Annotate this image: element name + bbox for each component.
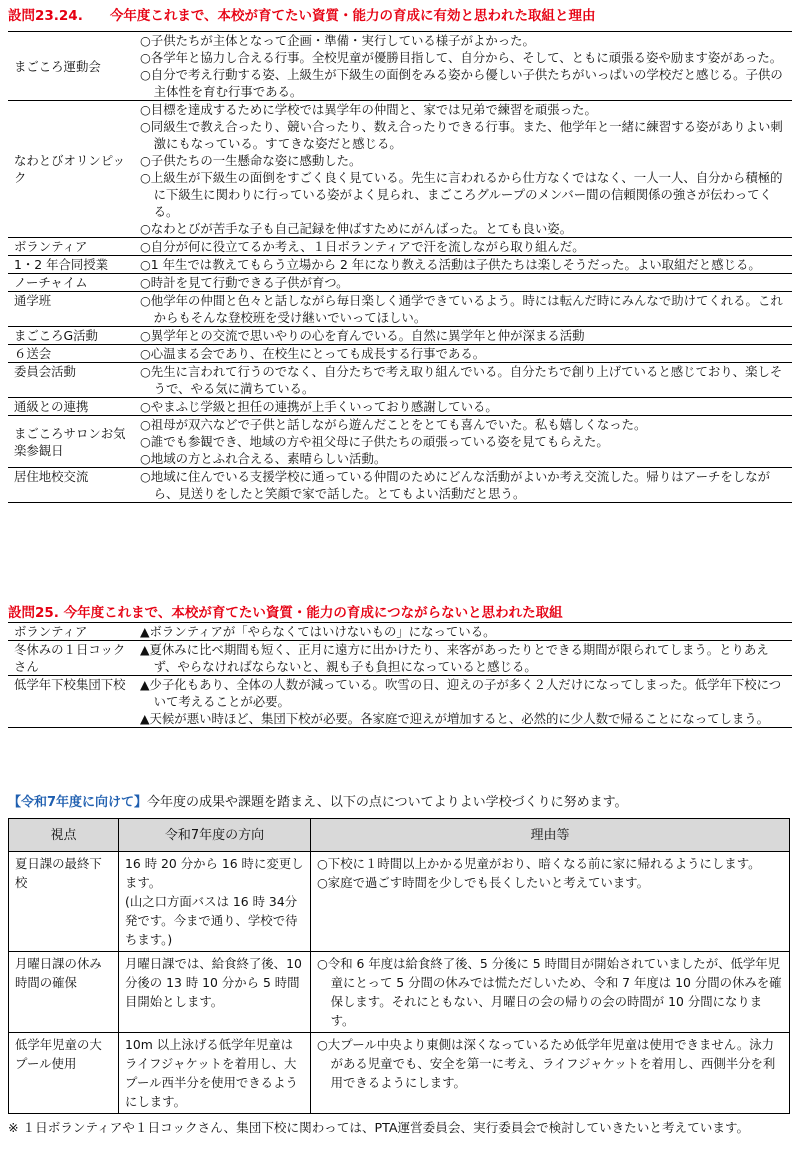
plan-direction: 10m 以上泳げる低学年児童はライフジャケットを着用し、大プール西半分を使用できるようにします。 <box>119 1033 311 1114</box>
initiative-comments <box>134 641 792 676</box>
comment-item: ○時計を見て行動できる子供が育つ。 <box>140 275 349 290</box>
table-row <box>8 101 792 238</box>
notice-highlight: 【令和7年度に向けて】 <box>8 795 148 810</box>
comment-item: ○先生に言われて行うのでなく、自分たちで考え取り組んでいる。自分たちで創り上げていると感じており、楽しそうで、やる気に満ちている。 <box>140 364 783 396</box>
plan-view: 夏日課の最終下校 <box>9 852 119 952</box>
comment-item: ○自分が何に役立てるか考え、１日ボランティアで汗を流しながら取り組んだ。 <box>140 239 585 254</box>
initiative-comments <box>134 345 792 363</box>
next-year-plan-table <box>8 818 790 1114</box>
initiative-name: 1・2 年合同授業 <box>8 256 134 274</box>
initiative-name: 低学年下校集団下校 <box>8 676 134 728</box>
comment-item: ○やまふじ学級と担任の連携が上手くいっており感謝している。 <box>140 399 498 414</box>
plan-header-row <box>9 819 790 852</box>
section2-title: 設問25. 今年度これまで、本校が育てたい資質・能力の育成につながらないと思われた取組 <box>8 605 563 621</box>
comment-item: ○心温まる会であり、在校生にとっても成長する行事である。 <box>140 346 486 361</box>
footnote: ※ １日ボランティアや１日コックさん、集団下校に関わっては、PTA運営委員会、実行委員会で検討していきたいと考えています。 <box>8 1120 750 1135</box>
ineffective-initiatives-table <box>8 622 792 728</box>
plan-direction: 16 時 20 分から 16 時に変更します。 (山之口方面バスは 16 時 34分発です。今まで通り、学校で待ちます。) <box>119 852 311 952</box>
initiative-name: まごころG活動 <box>8 327 134 345</box>
initiative-comments <box>134 32 792 101</box>
initiative-comments <box>134 274 792 292</box>
comment-item: ○異学年との交流で思いやりの心を育んでいる。自然に異学年と仲が深まる活動 <box>140 328 585 343</box>
plan-reasons <box>311 952 790 1033</box>
table-row <box>8 238 792 256</box>
table-row <box>8 676 792 728</box>
initiative-name: 委員会活動 <box>8 363 134 398</box>
table-row <box>8 416 792 468</box>
plan-reasons <box>311 1033 790 1114</box>
table-row <box>8 623 792 641</box>
table-row <box>8 641 792 676</box>
plan-header-view: 視点 <box>9 819 119 852</box>
next-year-notice <box>8 791 628 810</box>
initiative-name: ボランティア <box>8 238 134 256</box>
table-row <box>8 32 792 101</box>
initiative-comments <box>134 676 792 728</box>
plan-row <box>9 852 790 952</box>
initiative-comments <box>134 238 792 256</box>
initiative-name: ボランティア <box>8 623 134 641</box>
comment-item: ○他学年の仲間と色々と話しながら毎日楽しく通学できているよう。時には転んだ時にみんなで助けてくれる。これからもそんな登校班を受け継いでいってほしい。 <box>140 293 783 325</box>
section1-title: 設問23.24. 今年度これまで、本校が育てたい資質・能力の育成に有効と思われた取組と理由 <box>8 8 596 24</box>
table-row <box>8 468 792 503</box>
initiative-comments <box>134 623 792 641</box>
plan-view: 低学年児童の大プール使用 <box>9 1033 119 1114</box>
initiative-name: ６送会 <box>8 345 134 363</box>
initiative-comments <box>134 398 792 416</box>
table-row <box>8 292 792 327</box>
comment-item: ○なわとびが苦手な子も自己記録を伸ばすためにがんばった。とても良い姿。 <box>140 221 573 236</box>
comment-item: ○地域の方とふれ合える、素晴らしい活動。 <box>140 451 387 466</box>
initiative-name: 冬休みの１日コックさん <box>8 641 134 676</box>
comment-item: ○上級生が下級生の面倒をすごく良く見ている。先生に言われるから仕方なくではなく、一人一人、自分から積極的に下級生に関わりに行っている姿がよく見られ、まごころグループのメンバー間の信頼関係の強さが伝わってくる。 <box>140 170 783 219</box>
initiative-name: 居住地校交流 <box>8 468 134 503</box>
table-row <box>8 398 792 416</box>
initiative-name: 通学班 <box>8 292 134 327</box>
initiative-comments <box>134 468 792 503</box>
initiative-comments <box>134 101 792 238</box>
comment-item: ○誰でも参観でき、地域の方や祖父母に子供たちの頑張っている姿を見てもらえた。 <box>140 434 609 449</box>
plan-reasons <box>311 852 790 952</box>
table-row <box>8 274 792 292</box>
notice-text: 今年度の成果や課題を踏まえ、以下の点についてよりよい学校づくりに努めます。 <box>147 795 628 810</box>
initiative-name: ノーチャイム <box>8 274 134 292</box>
initiative-name: なわとびオリンピック <box>8 101 134 238</box>
comment-item: ○地域に住んでいる支援学校に通っている仲間のためにどんな活動がよいか考え交流した。帰りはアーチをしながら、見送りをしたと笑顔で家で話した。とてもよい活動だと思う。 <box>140 469 770 501</box>
comment-item: ○1 年生では教えてもらう立場から 2 年になり教える活動は子供たちは楽しそうだった。よい取組だと感じる。 <box>140 257 761 272</box>
plan-row <box>9 952 790 1033</box>
table-row <box>8 345 792 363</box>
comment-item: ○目標を達成するために学校では異学年の仲間と、家では兄弟で練習を頑張った。 <box>140 102 597 117</box>
comment-item: ▲少子化もあり、全体の人数が減っている。吹雪の日、迎えの子が多く２人だけになってしまった。低学年下校について考えることが必要。 <box>140 677 782 709</box>
effective-initiatives-table <box>8 31 792 503</box>
table-row <box>8 363 792 398</box>
comment-item: ○子供たちの一生懸命な姿に感動した。 <box>140 153 362 168</box>
initiative-name: 通級との連携 <box>8 398 134 416</box>
initiative-comments <box>134 327 792 345</box>
table-row <box>8 327 792 345</box>
comment-item: ○各学年と協力し合える行事。全校児童が優勝目指して、自分から、そして、ともに頑張る姿や励ます姿があった。 <box>140 50 783 65</box>
plan-header-reason: 理由等 <box>311 819 790 852</box>
comment-item: ○同級生で教え合ったり、競い合ったり、数え合ったりできる行事。また、他学年と一緒に練習する姿がありよい刺激にもなっている。すてきな姿だと感じる。 <box>140 119 783 151</box>
comment-item: ○祖母が双六などで子供と話しながら遊んだことをとても喜んでいた。私も嬉しくなった。 <box>140 417 647 432</box>
comment-item: ▲夏休みに比べ期間も短く、正月に遠方に出かけたり、来客があったりとできる期間が限られてしまう。とりあえず、やらなければならないと、親も子も負担になっていると感じる。 <box>140 642 769 674</box>
comment-item: ○子供たちが主体となって企画・準備・実行している様子がよかった。 <box>140 33 535 48</box>
initiative-comments <box>134 292 792 327</box>
reason-item: ○下校に１時間以上かかる児童がおり、暗くなる前に家に帰れるようにします。 <box>317 856 761 871</box>
initiative-name: まごころサロンお気楽参観日 <box>8 416 134 468</box>
table-row <box>8 256 792 274</box>
plan-header-direction: 令和7年度の方向 <box>119 819 311 852</box>
comment-item: ○自分で考え行動する姿、上級生が下級生の面倒をみる姿から優しい子供たちがいっぱいの学校だと感じる。子供の主体性を育む行事である。 <box>140 67 783 99</box>
plan-direction: 月曜日課では、給食終了後、10 分後の 13 時 10 分から 5 時間目開始とします。 <box>119 952 311 1033</box>
reason-item: ○家庭で過ごす時間を少しでも長くしたいと考えています。 <box>317 875 649 890</box>
comment-item: ▲ボランティアが「やらなくてはいけないもの」になっている。 <box>140 624 496 639</box>
plan-row <box>9 1033 790 1114</box>
comment-item: ▲天候が悪い時ほど、集団下校が必要。各家庭で迎えが増加すると、必然的に少人数で帰ることになってしまう。 <box>140 711 770 726</box>
initiative-comments <box>134 363 792 398</box>
reason-item: ○令和 6 年度は給食終了後、5 分後に 5 時間目が開始されていましたが、低学年児童にとって 5 分間の休みでは慌ただしいため、令和 7 年度は 10 分間の休みを確保します。それにともない、月曜日の会の帰りの会の時間が 10 分間になります。 <box>317 956 782 1028</box>
initiative-comments <box>134 256 792 274</box>
initiative-comments <box>134 416 792 468</box>
plan-view: 月曜日課の休み時間の確保 <box>9 952 119 1033</box>
initiative-name: まごころ運動会 <box>8 32 134 101</box>
reason-item: ○大プール中央より東側は深くなっているため低学年児童は使用できません。泳力がある児童でも、安全を第一に考え、ライフジャケットを着用し、西側半分を利用できるようにします。 <box>317 1037 776 1090</box>
